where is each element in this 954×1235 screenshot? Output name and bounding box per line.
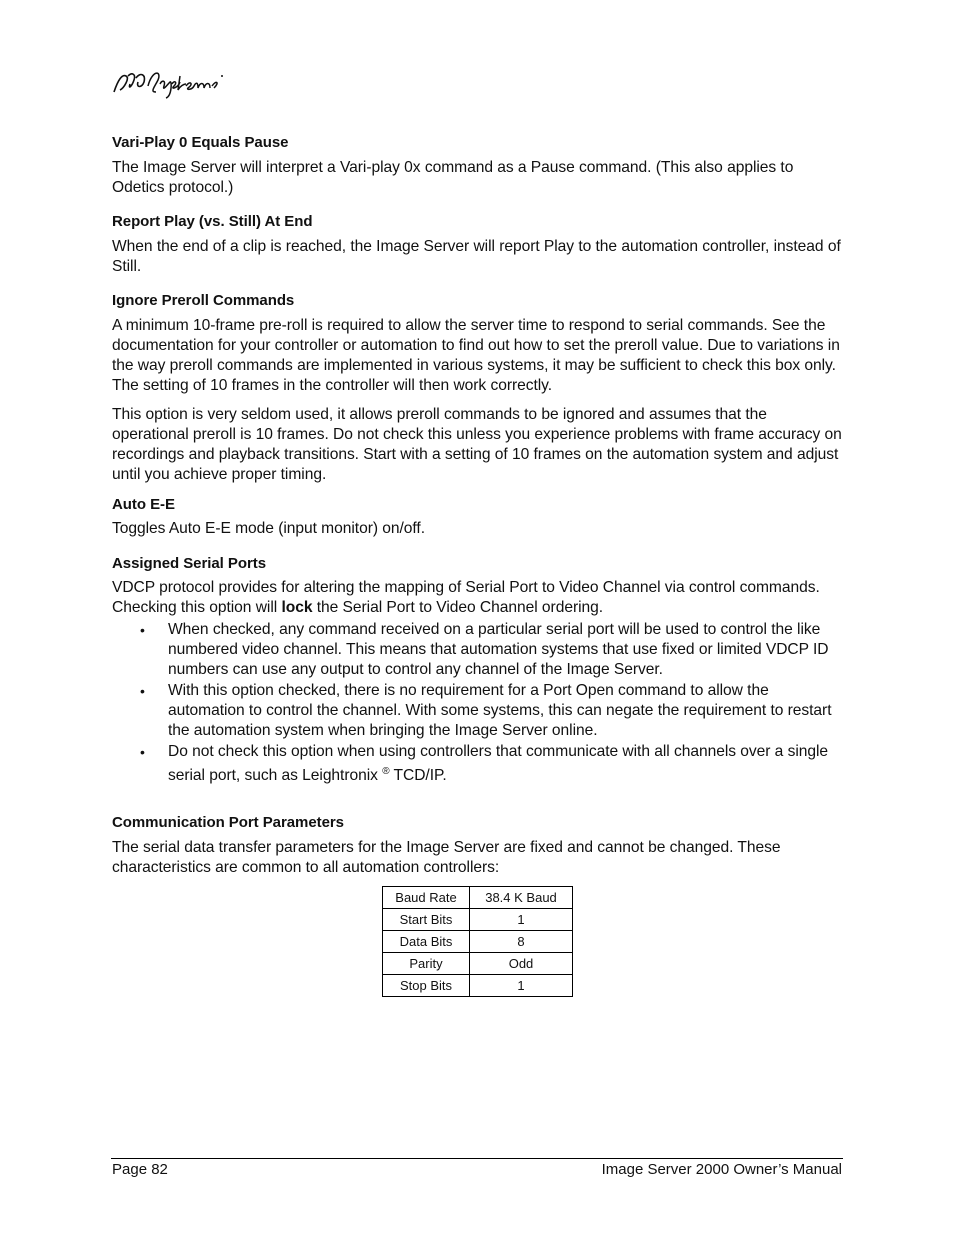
list-item-text: When checked, any command received on a particular serial port will be used to control the like numbered video channel. This means that automation systems that use fixed or limited VDCP ID numbers can use any output to control any channel of the Image Server. xyxy=(168,621,829,678)
paragraph-comm-params: The serial data transfer parameters for the Image Server are fixed and cannot be changed. These characteristics are common to all automation controllers: xyxy=(112,839,781,877)
table-cell-key: Parity xyxy=(383,953,470,975)
paragraph-assigned-ports xyxy=(112,578,842,618)
section-ignore-preroll xyxy=(112,291,842,485)
table-cell-key: Baud Rate xyxy=(383,887,470,909)
paragraph-auto-ee: Toggles Auto E-E mode (input monitor) on/off. xyxy=(112,520,425,537)
bullet-list xyxy=(112,620,842,786)
table-row xyxy=(383,975,573,997)
table-cell-value: 8 xyxy=(470,931,573,953)
table-row xyxy=(383,909,573,931)
text-run: TCD/IP. xyxy=(389,767,447,785)
bold-lock: lock xyxy=(281,599,313,616)
table-row xyxy=(383,887,573,909)
bullet-icon: • xyxy=(140,622,145,638)
list-item-text xyxy=(168,743,828,784)
heading-assigned-ports: Assigned Serial Ports xyxy=(112,555,267,572)
section-report-play xyxy=(112,212,842,277)
table-cell-value: 1 xyxy=(470,909,573,931)
heading-auto-ee: Auto E-E xyxy=(112,496,175,513)
heading-comm-params: Communication Port Parameters xyxy=(112,814,344,832)
table-row xyxy=(383,953,573,975)
list-item-text: With this option checked, there is no requirement for a Port Open command to allow the automation to control the channel. With some systems, this can negate the requirement to restart the automation system when bringing the Image Server online. xyxy=(168,682,832,739)
company-logo xyxy=(108,62,228,102)
table-cell-key: Stop Bits xyxy=(383,975,470,997)
list-item xyxy=(112,681,842,741)
table-cell-key: Data Bits xyxy=(383,931,470,953)
bullet-icon: • xyxy=(140,683,145,699)
parameters-table xyxy=(382,886,573,997)
page-content xyxy=(112,133,842,878)
registered-mark: ® xyxy=(382,766,390,777)
section-comm-params xyxy=(112,813,842,878)
paragraph-vari-play: The Image Server will interpret a Vari-play 0x command as a Pause command. (This also applies to Odetics protocol.) xyxy=(112,159,794,196)
section-auto-ee xyxy=(112,495,842,539)
text-run: the Serial Port to Video Channel ordering. xyxy=(312,599,604,616)
paragraph-report-play: When the end of a clip is reached, the Image Server will report Play to the automation controller, instead of Still. xyxy=(112,238,841,275)
heading-ignore-preroll: Ignore Preroll Commands xyxy=(112,292,295,309)
table-cell-value: 1 xyxy=(470,975,573,997)
paragraph-preroll-2: This option is very seldom used, it allows preroll commands to be ignored and assumes that the operational preroll is 10 frames. Do not check this unless you experience problems with frame accuracy on recordings and playback transitions. Start with a setting of 10 frames on the automation system and adjust until you achieve proper timing. xyxy=(112,406,842,483)
list-item xyxy=(112,742,842,786)
paragraph-preroll-1: A minimum 10-frame pre-roll is required to allow the server time to respond to serial commands. See the documentation for your controller or automation to find out how to set the preroll value. Due to variations in the way preroll commands are implemented in various systems, it may be sufficient to check this box only. The setting of 10 frames in the controller will then work correctly. xyxy=(112,317,840,394)
footer-manual-title: Image Server 2000 Owner’s Manual xyxy=(601,1161,842,1178)
360-systems-logo xyxy=(108,62,228,102)
text-run: VDCP protocol provides for altering the mapping of Serial Port to Video Channel via control commands. Checking this option will xyxy=(112,579,820,616)
table-cell-value: Odd xyxy=(470,953,573,975)
table-cell-key: Start Bits xyxy=(383,909,470,931)
heading-vari-play: Vari-Play 0 Equals Pause xyxy=(112,134,289,151)
bullet-icon: • xyxy=(140,744,145,760)
table-row xyxy=(383,931,573,953)
table-cell-value: 38.4 K Baud xyxy=(470,887,573,909)
section-vari-play xyxy=(112,133,842,198)
list-item xyxy=(112,620,842,680)
section-assigned-ports xyxy=(112,554,842,786)
heading-report-play: Report Play (vs. Still) At End xyxy=(112,213,313,230)
footer-page-number: Page 82 xyxy=(112,1161,168,1178)
footer-divider xyxy=(111,1158,843,1159)
text-run: Do not check this option when using controllers that communicate with all channels over a single serial port, such as Leightronix xyxy=(168,743,829,785)
